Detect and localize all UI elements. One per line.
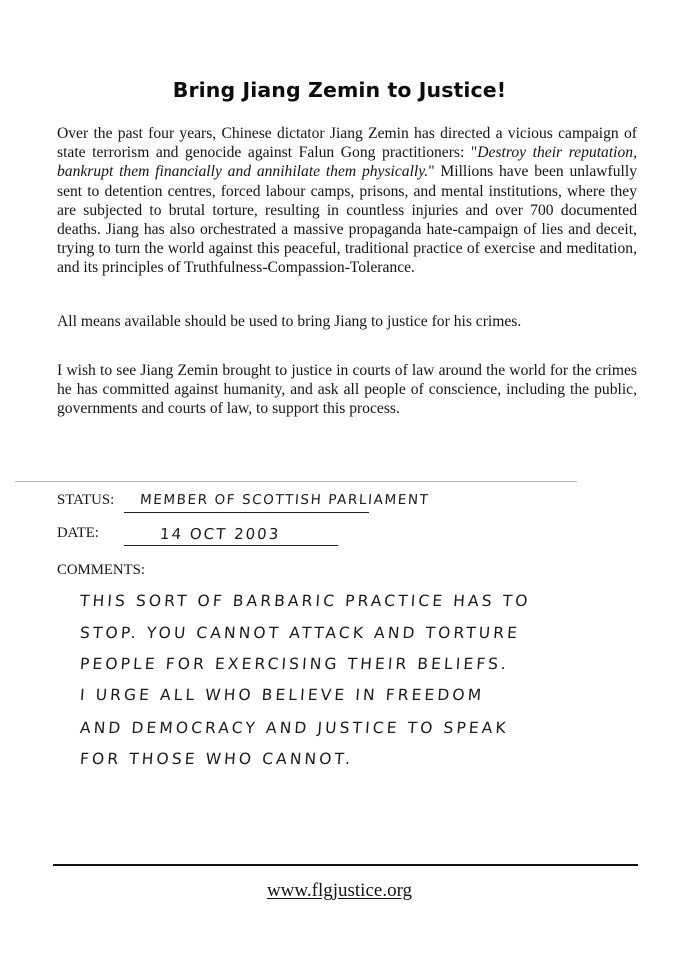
comments-label: COMMENTS:	[57, 562, 145, 578]
fold-divider	[15, 481, 577, 482]
status-value: MEMBER OF SCOTTISH PARLIAMENT	[139, 492, 430, 508]
wish-paragraph: I wish to see Jiang Zemin brought to justice in courts of law around the world for the crimes he has committed against humanity, and ask all people of conscience, including the public, governments and courts of law, to support this process.	[57, 362, 637, 418]
status-underline	[124, 512, 369, 513]
comment-line: PEOPLE FOR EXERCISING THEIR BELIEFS.	[79, 655, 510, 673]
means-paragraph: All means available should be used to bring Jiang to justice for his crimes.	[57, 313, 522, 330]
comment-line: THIS SORT OF BARBARIC PRACTICE HAS TO	[79, 592, 532, 610]
status-label: STATUS:	[57, 492, 115, 508]
date-underline	[124, 545, 338, 546]
intro-paragraph	[57, 124, 637, 278]
date-value: 14 OCT 2003	[159, 525, 281, 543]
comment-line: STOP. YOU CANNOT ATTACK AND TORTURE	[79, 624, 521, 642]
intro-text-end: " Millions have been unlawfully sent to detention centres, forced labour camps, prisons, and mental institutions, where they are subjected to brutal torture, resulting in countless injuries and over 700 documented deaths. Jiang has also orchestrated a massive propaganda hate-campaign of lies and deceit, trying to turn the world against this peaceful, traditional practice of exercise and meditation, and its principles of Truthfulness-Compassion-Tolerance.	[57, 163, 638, 277]
page-title: Bring Jiang Zemin to Justice!	[172, 78, 507, 102]
comment-line: AND DEMOCRACY AND JUSTICE TO SPEAK	[79, 719, 510, 737]
intro-text-start: Over the past four years, Chinese dictator Jiang Zemin has directed a vicious campaign of state terrorism and genocide against Falun Gong practitioners: "	[57, 125, 637, 162]
comment-line: FOR THOSE WHO CANNOT.	[79, 750, 354, 768]
footer-divider	[53, 864, 638, 866]
website-link[interactable]: www.flgjustice.org	[266, 880, 413, 901]
date-label: DATE:	[57, 525, 99, 541]
intro-quote: Destroy their reputation, bankrupt them financially and annihilate them physically.	[57, 144, 637, 181]
comment-line: I URGE ALL WHO BELIEVE IN FREEDOM	[79, 686, 485, 704]
